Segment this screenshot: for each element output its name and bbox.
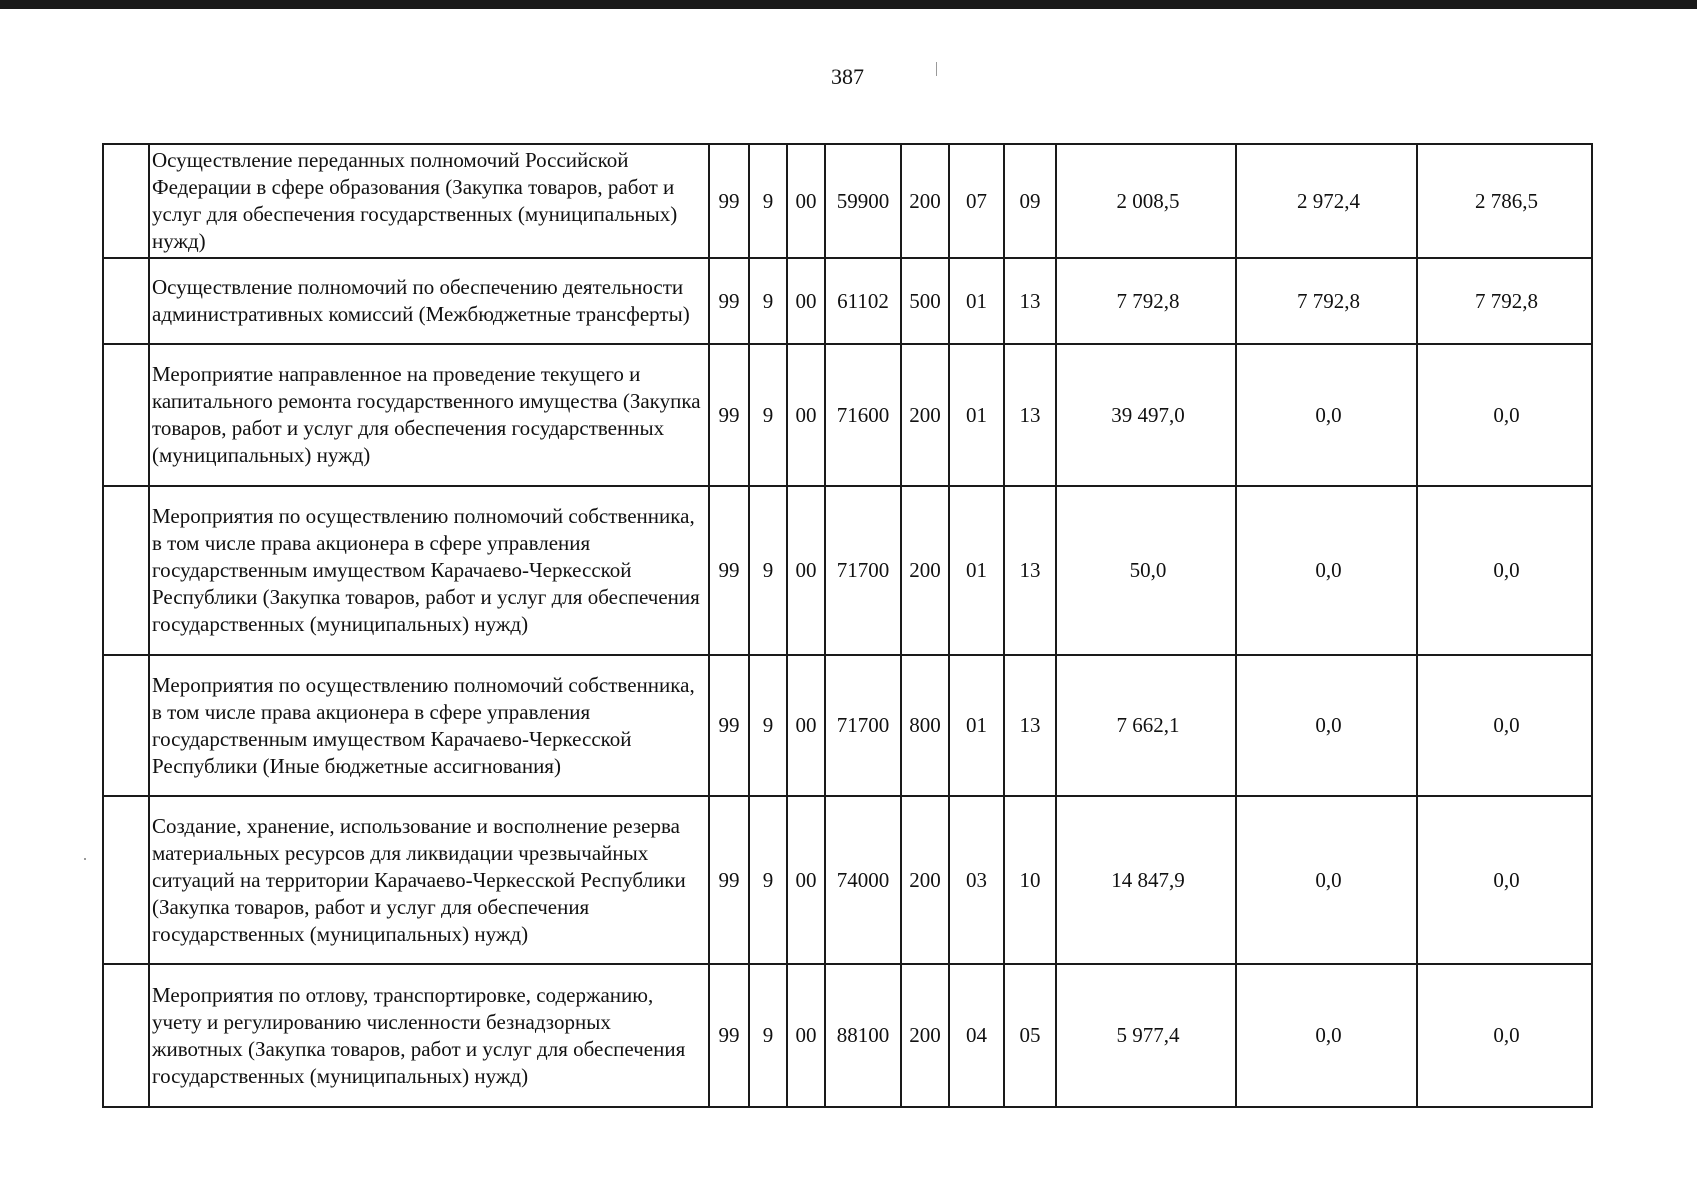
- budget-code-c2: 9: [749, 344, 787, 486]
- budget-code-c2: 9: [749, 258, 787, 344]
- table-row: [103, 655, 1592, 796]
- scan-top-border: [0, 0, 1697, 9]
- amount-amount1: 7 662,1: [1056, 655, 1236, 796]
- expense-description: Мероприятия по отлову, транспортировке, содержанию, учету и регулированию численности безнадзорных животных (Закупка товаров, работ и услуг для обеспечения государственных (муниципальных) нужд): [149, 964, 709, 1107]
- amount-amount1: 39 497,0: [1056, 344, 1236, 486]
- budget-code-c3: 00: [787, 144, 825, 258]
- expense-description: Осуществление полномочий по обеспечению деятельности административных комиссий (Межбюджетные трансферты): [149, 258, 709, 344]
- amount-amount2: 2 972,4: [1236, 144, 1417, 258]
- budget-code-c7: 13: [1004, 258, 1056, 344]
- budget-code-c1: 99: [709, 964, 749, 1107]
- amount-amount3: 2 786,5: [1417, 144, 1592, 258]
- budget-code-c6: 07: [949, 144, 1004, 258]
- amount-amount3: 0,0: [1417, 486, 1592, 655]
- table-row: [103, 486, 1592, 655]
- budget-code-c4: 74000: [825, 796, 901, 964]
- budget-code-c1: 99: [709, 258, 749, 344]
- row-number-cell: [103, 964, 149, 1107]
- budget-code-c1: 99: [709, 655, 749, 796]
- budget-code-c4: 88100: [825, 964, 901, 1107]
- budget-code-c7: 13: [1004, 344, 1056, 486]
- amount-amount3: 0,0: [1417, 964, 1592, 1107]
- amount-amount2: 0,0: [1236, 655, 1417, 796]
- amount-amount1: 50,0: [1056, 486, 1236, 655]
- budget-code-c5: 200: [901, 796, 949, 964]
- table-row: [103, 144, 1592, 258]
- amount-amount2: 0,0: [1236, 344, 1417, 486]
- amount-amount2: 7 792,8: [1236, 258, 1417, 344]
- budget-code-c5: 200: [901, 144, 949, 258]
- budget-code-c3: 00: [787, 344, 825, 486]
- budget-code-c4: 71700: [825, 486, 901, 655]
- table-row: [103, 258, 1592, 344]
- budget-code-c4: 71700: [825, 655, 901, 796]
- expense-description: Создание, хранение, использование и восполнение резерва материальных ресурсов для ликвидации чрезвычайных ситуаций на территории Карачаево-Черкесской Республики (Закупка товаров, работ и услуг для обеспечения государственных (муниципальных) нужд): [149, 796, 709, 964]
- budget-code-c3: 00: [787, 796, 825, 964]
- budget-code-c7: 05: [1004, 964, 1056, 1107]
- table-row: [103, 796, 1592, 964]
- budget-code-c5: 200: [901, 964, 949, 1107]
- budget-code-c4: 71600: [825, 344, 901, 486]
- row-number-cell: [103, 258, 149, 344]
- amount-amount1: 14 847,9: [1056, 796, 1236, 964]
- budget-code-c3: 00: [787, 486, 825, 655]
- row-number-cell: [103, 344, 149, 486]
- budget-code-c3: 00: [787, 258, 825, 344]
- budget-code-c6: 04: [949, 964, 1004, 1107]
- amount-amount3: 0,0: [1417, 344, 1592, 486]
- amount-amount2: 0,0: [1236, 964, 1417, 1107]
- amount-amount3: 7 792,8: [1417, 258, 1592, 344]
- row-number-cell: [103, 796, 149, 964]
- budget-code-c5: 500: [901, 258, 949, 344]
- expense-description: Мероприятия по осуществлению полномочий собственника, в том числе права акционера в сфере управления государственным имуществом Карачаево-Черкесской Республики (Закупка товаров, работ и услуг для обеспечения государственных (муниципальных) нужд): [149, 486, 709, 655]
- budget-code-c4: 61102: [825, 258, 901, 344]
- budget-code-c6: 01: [949, 258, 1004, 344]
- budget-code-c6: 01: [949, 344, 1004, 486]
- budget-code-c7: 13: [1004, 655, 1056, 796]
- budget-code-c3: 00: [787, 655, 825, 796]
- amount-amount1: 7 792,8: [1056, 258, 1236, 344]
- amount-amount3: 0,0: [1417, 796, 1592, 964]
- budget-code-c5: 200: [901, 486, 949, 655]
- table-row: [103, 344, 1592, 486]
- scan-mark: [84, 858, 86, 860]
- budget-code-c3: 00: [787, 964, 825, 1107]
- row-number-cell: [103, 655, 149, 796]
- budget-code-c6: 01: [949, 655, 1004, 796]
- budget-code-c2: 9: [749, 144, 787, 258]
- budget-code-c2: 9: [749, 655, 787, 796]
- amount-amount2: 0,0: [1236, 796, 1417, 964]
- amount-amount3: 0,0: [1417, 655, 1592, 796]
- amount-amount2: 0,0: [1236, 486, 1417, 655]
- budget-code-c4: 59900: [825, 144, 901, 258]
- budget-code-c2: 9: [749, 486, 787, 655]
- budget-code-c7: 09: [1004, 144, 1056, 258]
- table-row: [103, 964, 1592, 1107]
- budget-code-c1: 99: [709, 796, 749, 964]
- expense-description: Мероприятие направленное на проведение текущего и капитального ремонта государственного имущества (Закупка товаров, работ и услуг для обеспечения государственных (муниципальных) нужд): [149, 344, 709, 486]
- budget-code-c7: 13: [1004, 486, 1056, 655]
- budget-code-c5: 200: [901, 344, 949, 486]
- budget-table: [102, 143, 1593, 1108]
- budget-code-c1: 99: [709, 144, 749, 258]
- budget-code-c6: 01: [949, 486, 1004, 655]
- budget-code-c7: 10: [1004, 796, 1056, 964]
- budget-code-c5: 800: [901, 655, 949, 796]
- budget-code-c1: 99: [709, 344, 749, 486]
- budget-code-c1: 99: [709, 486, 749, 655]
- expense-description: Осуществление переданных полномочий Российской Федерации в сфере образования (Закупка товаров, работ и услуг для обеспечения государственных (муниципальных) нужд): [149, 144, 709, 258]
- expense-description: Мероприятия по осуществлению полномочий собственника, в том числе права акционера в сфере управления государственным имуществом Карачаево-Черкесской Республики (Иные бюджетные ассигнования): [149, 655, 709, 796]
- row-number-cell: [103, 144, 149, 258]
- amount-amount1: 5 977,4: [1056, 964, 1236, 1107]
- row-number-cell: [103, 486, 149, 655]
- budget-code-c6: 03: [949, 796, 1004, 964]
- amount-amount1: 2 008,5: [1056, 144, 1236, 258]
- budget-code-c2: 9: [749, 796, 787, 964]
- budget-code-c2: 9: [749, 964, 787, 1107]
- page-number: 387: [831, 64, 864, 89]
